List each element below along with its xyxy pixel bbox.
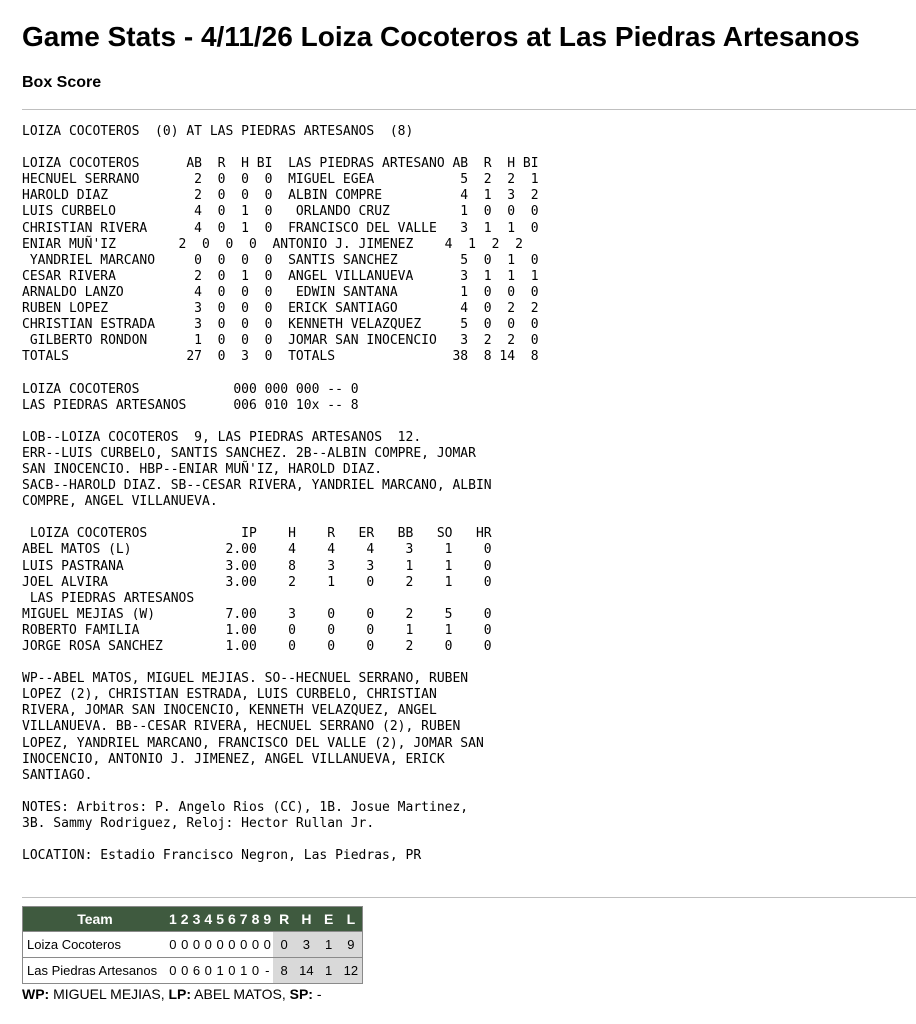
bottom-divider <box>22 897 916 898</box>
pitching-decisions <box>22 986 322 1003</box>
linescore-header-inning-5: 5 <box>214 907 226 932</box>
hits-total: 3 <box>295 932 317 958</box>
linescore-header-inning-4: 4 <box>202 907 214 932</box>
losing-pitcher-label: LP: <box>168 986 192 1002</box>
linescore-header-inning-2: 2 <box>179 907 191 932</box>
winning-pitcher-label: WP: <box>22 986 50 1002</box>
linescore-header-inning-7: 7 <box>238 907 250 932</box>
team-name: Las Piedras Artesanos <box>23 958 168 984</box>
linescore-row-home <box>23 958 363 984</box>
linescore-header-runs: R <box>273 907 295 932</box>
inning-score: 0 <box>250 932 262 958</box>
inning-score: 0 <box>179 958 191 984</box>
inning-score: 0 <box>167 958 179 984</box>
linescore-table <box>22 906 363 984</box>
inning-score: 1 <box>214 958 226 984</box>
linescore-header-inning-8: 8 <box>250 907 262 932</box>
inning-score: 0 <box>191 932 203 958</box>
linescore-header-lob: L <box>340 907 363 932</box>
winning-pitcher-value: MIGUEL MEJIAS, <box>49 986 169 1002</box>
linescore-header-errors: E <box>318 907 340 932</box>
inning-score: 0 <box>261 932 273 958</box>
inning-score: 6 <box>191 958 203 984</box>
inning-score: 0 <box>226 958 238 984</box>
inning-score: 0 <box>179 932 191 958</box>
hits-total: 14 <box>295 958 317 984</box>
inning-score: 0 <box>202 932 214 958</box>
linescore-header-row <box>23 907 363 932</box>
linescore-header-team: Team <box>23 907 168 932</box>
linescore-header-inning-9: 9 <box>261 907 273 932</box>
errors-total: 1 <box>318 932 340 958</box>
page-title: Game Stats - 4/11/26 Loiza Cocoteros at Las Piedras Artesanos <box>22 21 860 52</box>
inning-score: 1 <box>238 958 250 984</box>
linescore-header-inning-1: 1 <box>167 907 179 932</box>
save-pitcher-label: SP: <box>289 986 313 1002</box>
inning-score: 0 <box>226 932 238 958</box>
linescore-header-hits: H <box>295 907 317 932</box>
runs-total: 8 <box>273 958 295 984</box>
lob-total: 12 <box>340 958 363 984</box>
team-name: Loiza Cocoteros <box>23 932 168 958</box>
linescore-header-inning-3: 3 <box>191 907 203 932</box>
linescore-header-inning-6: 6 <box>226 907 238 932</box>
inning-score: 0 <box>167 932 179 958</box>
box-score-heading: Box Score <box>22 74 102 91</box>
linescore-row-away <box>23 932 363 958</box>
inning-score: 0 <box>250 958 262 984</box>
lob-total: 9 <box>340 932 363 958</box>
inning-score: 0 <box>202 958 214 984</box>
inning-score: 0 <box>238 932 250 958</box>
box-score-text: LOIZA COCOTEROS (0) AT LAS PIEDRAS ARTESANOS (8) LOIZA COCOTEROS AB R H BI LAS PIEDRAS ARTESANO AB R H BI HECNUEL SERRANO 2 0 0 0 MIGUEL EGEA 5 2 2 1 HAROLD DIAZ 2 0 0 0 ALBIN COMPRE 4 1 3 2 LUIS CURBELO 4 0 1 0 ORLANDO CRUZ 1 0 0 0 CHRISTIAN RIVERA 4 0 1 0 FRANCISCO DEL VALLE 3 1 1 0 ENIAR MUÑ'IZ 2 0 0 0 ANTONIO J. JIMENEZ 4 1 2 2 YANDRIEL MARCANO 0 0 0 0 SANTIS SANCHEZ 5 0 1 0 CESAR RIVERA 2 0 1 0 ANGEL VILLANUEVA 3 1 1 1 ARNALDO LANZO 4 0 0 0 EDWIN SANTANA 1 0 0 0 RUBEN LOPEZ 3 0 0 0 ERICK SANTIAGO 4 0 2 2 CHRISTIAN ESTRADA 3 0 0 0 KENNETH VELAZQUEZ 5 0 0 0 GILBERTO RONDON 1 0 0 0 JOMAR SAN INOCENCIO 3 2 2 0 TOTALS 27 0 3 0 TOTALS 38 8 14 8 LOIZA COCOTEROS 000 000 000 -- 0 LAS PIEDRAS ARTESANOS 006 010 10x -- 8 LOB--LOIZA COCOTEROS 9, LAS PIEDRAS ARTESANOS 12. ERR--LUIS CURBELO, SANTIS SANCHEZ. 2B--ALBIN COMPRE, JOMAR SAN INOCENCIO. HBP--ENIAR MUÑ'IZ, HAROLD DIAZ. SACB--HAROLD DIAZ. SB--CESAR RIVERA, YANDRIEL MARCANO, ALBIN COMPRE, ANGEL VILLANUEVA. LOIZA COCOTEROS IP H R ER BB SO HR ABEL MATOS (L) 2.00 4 4 4 3 1 0 LUIS PASTRANA 3.00 8 3 3 1 1 0 JOEL ALVIRA 3.00 2 1 0 2 1 0 LAS PIEDRAS ARTESANOS MIGUEL MEJIAS (W) 7.00 3 0 0 2 5 0 ROBERTO FAMILIA 1.00 0 0 0 1 1 0 JORGE ROSA SANCHEZ 1.00 0 0 0 2 0 0 WP--ABEL MATOS, MIGUEL MEJIAS. SO--HECNUEL SERRANO, RUBEN LOPEZ (2), CHRISTIAN ESTRADA, LUIS CURBELO, CHRISTIAN RIVERA, JOMAR SAN INOCENCIO, KENNETH VELAZQUEZ, ANGEL VILLANUEVA. BB--CESAR RIVERA, HECNUEL SERRANO (2), RUBEN LOPEZ, YANDRIEL MARCANO, FRANCISCO DEL VALLE (2), JOMAR SAN INOCENCIO, ANTONIO J. JIMENEZ, ANGEL VILLANUEVA, ERICK SANTIAGO. NOTES: Arbitros: P. Angelo Rios (CC), 1B. Josue Martinez, 3B. Sammy Rodriguez, Reloj: Hector Rullan Jr. LOCATION: Estadio Francisco Negron, Las Piedras, PR <box>22 124 539 864</box>
save-pitcher-value: - <box>312 986 322 1002</box>
top-divider <box>22 109 916 110</box>
losing-pitcher-value: ABEL MATOS, <box>191 986 290 1002</box>
errors-total: 1 <box>318 958 340 984</box>
inning-score: - <box>261 958 273 984</box>
inning-score: 0 <box>214 932 226 958</box>
runs-total: 0 <box>273 932 295 958</box>
